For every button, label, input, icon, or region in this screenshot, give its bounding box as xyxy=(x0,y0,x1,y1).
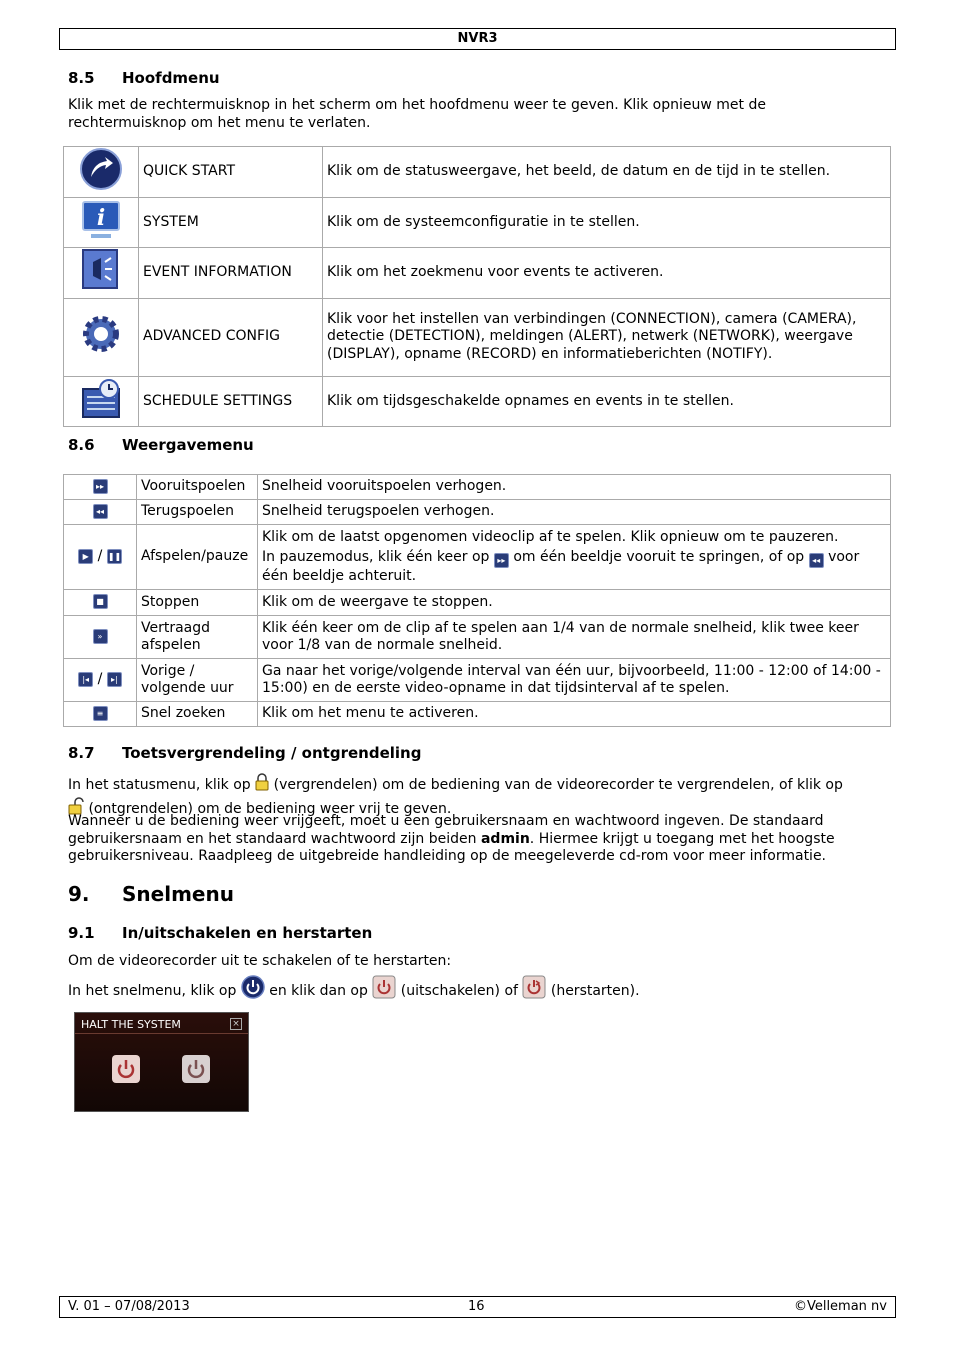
section-9-1-heading: 9.1 In/uitschakelen en herstarten xyxy=(68,924,373,942)
restart-button[interactable] xyxy=(182,1055,210,1083)
rewind-icon: ◂◂ xyxy=(93,504,108,519)
table-row xyxy=(64,525,891,590)
quick-search-icon: ≡ xyxy=(93,706,108,721)
menu-name: QUICK START xyxy=(139,147,323,198)
slash: / xyxy=(97,671,103,688)
playback-name: Terugspoelen xyxy=(137,500,258,525)
section-8-6-heading: 8.6 Weergavemenu xyxy=(68,436,254,454)
power-menu-icon xyxy=(241,975,265,1007)
previous-hour-icon: |◂ xyxy=(78,672,93,687)
gear-icon xyxy=(79,312,123,362)
section-8-7-heading: 8.7 Toetsvergrendeling / ontgrendeling xyxy=(68,744,422,762)
fast-forward-icon: ▸▸ xyxy=(494,553,509,568)
menu-name: SCHEDULE SETTINGS xyxy=(139,376,323,427)
section-8-5-intro: Klik met de rechtermuisknop in het scherm om het hoofdmenu weer te geven. Klik opnieuw met de rechtermuisknop om het menu te verlaten. xyxy=(68,97,766,131)
section-8-7-para2: Wanneer u de bediening weer vrijgeeft, moet u een gebruikersnaam en wachtwoord ingeven. De standaard gebruikersnaam en het standaard wachtwoord zijn beiden admin. Hiermee krijgt u toegang met het hoogste gebruikersniveau. Raadpleeg de uitgebreide handleiding op de meegeleverde cd-rom voor meer informatie. xyxy=(68,813,835,864)
play-icon: ▶ xyxy=(78,549,93,564)
menu-desc: Klik om de systeemconfiguratie in te stellen. xyxy=(323,197,891,248)
slash: / xyxy=(97,548,103,565)
playback-name: Afspelen/pauze xyxy=(137,525,258,590)
table-row xyxy=(64,147,891,198)
menu-desc: Klik voor het instellen van verbindingen (CONNECTION), camera (CAMERA), detectie (DETECTION), meldingen (ALERT), netwerk (NETWORK), weergave (DISPLAY), opname (RECORD) en informatieberichten (NOTIFY). xyxy=(323,298,891,376)
playback-table xyxy=(63,474,891,727)
dialog-title: HALT THE SYSTEM xyxy=(81,1018,181,1031)
fast-forward-icon: ▸▸ xyxy=(93,479,108,494)
table-row xyxy=(64,376,891,427)
section-8-7-para1: In het statusmenu, klik op (vergrendelen) om de bediening van de videorecorder te vergrendelen, of klik op (ontgrendelen) om de bediening weer vrij te geven. xyxy=(68,773,888,820)
footer-version: V. 01 – 07/08/2013 xyxy=(68,1299,190,1314)
main-menu-table xyxy=(63,146,891,427)
section-9-heading: 9. Snelmenu xyxy=(68,882,234,906)
playback-desc: Klik om het menu te activeren. xyxy=(258,702,891,727)
playback-name: Stoppen xyxy=(137,590,258,616)
restart-icon xyxy=(182,1055,210,1083)
shutdown-button[interactable] xyxy=(112,1055,140,1083)
section-8-5-heading: 8.5 Hoofdmenu xyxy=(68,69,220,87)
table-row xyxy=(64,702,891,727)
restart-icon xyxy=(522,975,546,1007)
playback-desc: Klik om de laatst opgenomen videoclip af te spelen. Klik opnieuw om te pauzeren. In pauzemodus, klik één keer op ▸▸ om één beeldje vooruit te springen, of op ◂◂ voor één beeldje achteruit. xyxy=(258,525,891,590)
playback-desc: Snelheid terugspoelen verhogen. xyxy=(258,500,891,525)
next-hour-icon: ▸| xyxy=(107,672,122,687)
playback-desc: Ga naar het vorige/volgende interval van één uur, bijvoorbeeld, 11:00 - 12:00 of 14:00 - 15:00) en de eerste video-opname in dat tijdsinterval af te spelen. xyxy=(258,659,891,702)
section-9-1-para2: In het snelmenu, klik op en klik dan op (uitschakelen) of (herstarten). xyxy=(68,975,888,1007)
stop-icon: ■ xyxy=(93,594,108,609)
system-info-icon xyxy=(79,198,123,248)
table-row xyxy=(64,616,891,659)
playback-name: Vertraagd afspelen xyxy=(137,616,258,659)
table-row xyxy=(64,298,891,376)
schedule-icon xyxy=(79,377,123,427)
table-row xyxy=(64,500,891,525)
playback-name: Vorige / volgende uur xyxy=(137,659,258,702)
footer-copyright: ©Velleman nv xyxy=(793,1299,887,1314)
playback-desc: Klik om de weergave te stoppen. xyxy=(258,590,891,616)
quick-start-icon xyxy=(79,147,123,197)
table-row xyxy=(64,590,891,616)
table-row xyxy=(64,197,891,248)
table-row xyxy=(64,475,891,500)
event-information-icon xyxy=(79,248,123,298)
menu-desc: Klik om het zoekmenu voor events te activeren. xyxy=(323,248,891,299)
menu-name: EVENT INFORMATION xyxy=(139,248,323,299)
rewind-icon: ◂◂ xyxy=(809,553,824,568)
halt-system-dialog xyxy=(74,1012,249,1112)
title-divider xyxy=(75,1033,248,1034)
menu-name: SYSTEM xyxy=(139,197,323,248)
playback-desc: Snelheid vooruitspoelen verhogen. xyxy=(258,475,891,500)
menu-name: ADVANCED CONFIG xyxy=(139,298,323,376)
slow-play-icon: » xyxy=(93,629,108,644)
playback-desc: Klik één keer om de clip af te spelen aan 1/4 van de normale snelheid, klik twee keer voor 1/8 van de normale snelheid. xyxy=(258,616,891,659)
table-row xyxy=(64,659,891,702)
section-9-1-para1: Om de videorecorder uit te schakelen of te herstarten: xyxy=(68,953,452,969)
page-header: NVR3 xyxy=(59,28,896,50)
page-footer xyxy=(59,1296,896,1318)
footer-page-number: 16 xyxy=(468,1299,485,1314)
lock-icon xyxy=(255,773,269,797)
admin-credential: admin xyxy=(480,830,530,847)
menu-desc: Klik om de statusweergave, het beeld, de datum en de tijd in te stellen. xyxy=(323,147,891,198)
svg-text:i: i xyxy=(96,204,106,231)
playback-name: Vooruitspoelen xyxy=(137,475,258,500)
shutdown-icon xyxy=(372,975,396,1007)
pause-icon: ❚❚ xyxy=(107,549,122,564)
menu-desc: Klik om tijdsgeschakelde opnames en events in te stellen. xyxy=(323,376,891,427)
close-icon[interactable]: × xyxy=(230,1018,242,1030)
table-row xyxy=(64,248,891,299)
playback-name: Snel zoeken xyxy=(137,702,258,727)
shutdown-icon xyxy=(112,1055,140,1083)
